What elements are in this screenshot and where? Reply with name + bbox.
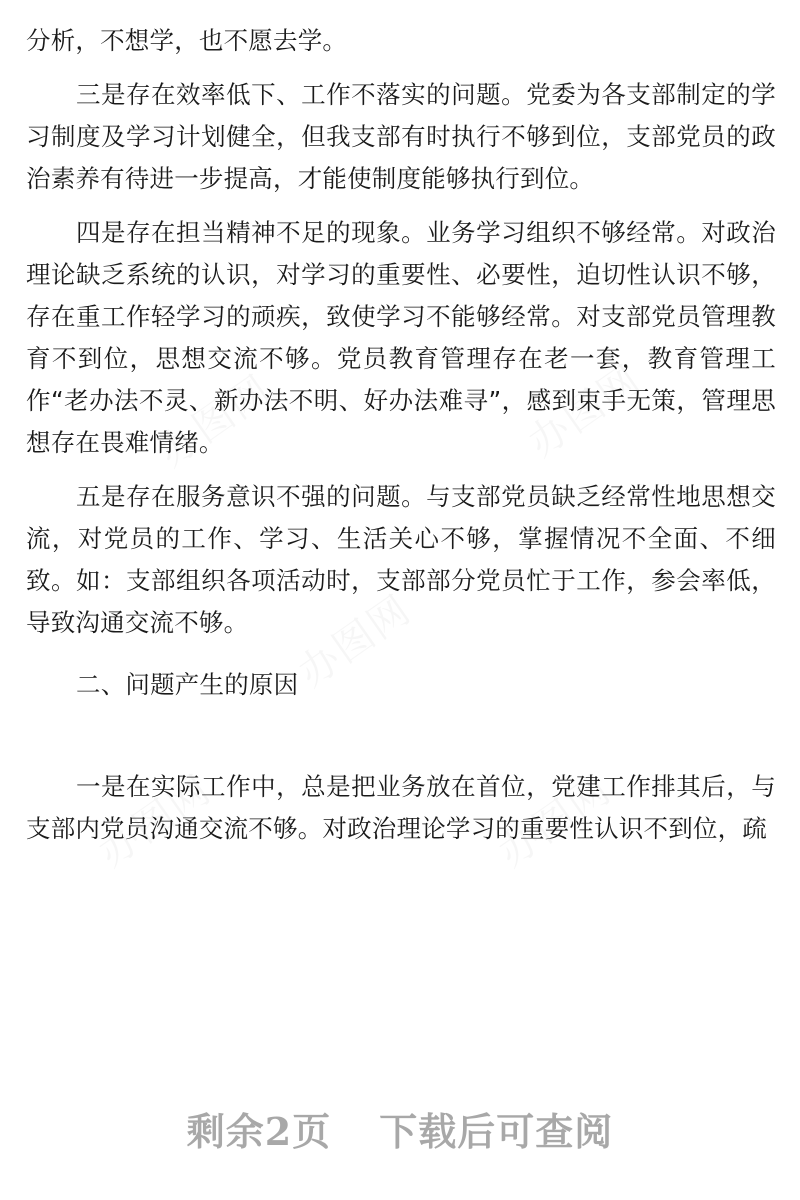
download-hint-label: 下载后可查阅 (379, 1108, 614, 1154)
paragraph: 四是存在担当精神不足的现象。业务学习组织不够经常。对政治理论缺乏系统的认识，对学习的重要性、必要性，迫切性认识不够，存在重工作轻学习的顽疾，致使学习不能够经常。对支部党员管理教育不到位，思想交流不够。党员教育管理存在老一套，教育管理工作“老办法不灵、新办法不明、好办法难寻”，感到束手无策，管理思想存在畏难情绪。 (26, 218, 776, 457)
document-body (26, 20, 776, 850)
paragraph: 一是在实际工作中，总是把业务放在首位，党建工作排其后，与支部内党员沟通交流不够。对政治理论学习的重要性认识不到位，疏 (26, 772, 776, 843)
paragraph: 五是存在服务意识不强的问题。与支部党员缺乏经常性地思想交流，对党员的工作、学习、生活关心不够，掌握情况不全面、不细致。如：支部组织各项活动时，支部部分党员忙于工作，参会率低，导致沟通交流不够。 (26, 482, 776, 637)
paragraph: 分析，不想学，也不愿去学。 (26, 26, 348, 55)
remaining-pages-label: 剩余2页 (186, 1108, 332, 1154)
section-heading: 二、问题产生的原因 (76, 670, 299, 699)
download-banner[interactable] (0, 1098, 800, 1158)
paragraph: 三是存在效率低下、工作不落实的问题。党委为各支部制定的学习制度及学习计划健全，但我支部有时执行不够到位，支部党员的政治素养有待进一步提高，才能使制度能够执行到位。 (26, 80, 776, 193)
